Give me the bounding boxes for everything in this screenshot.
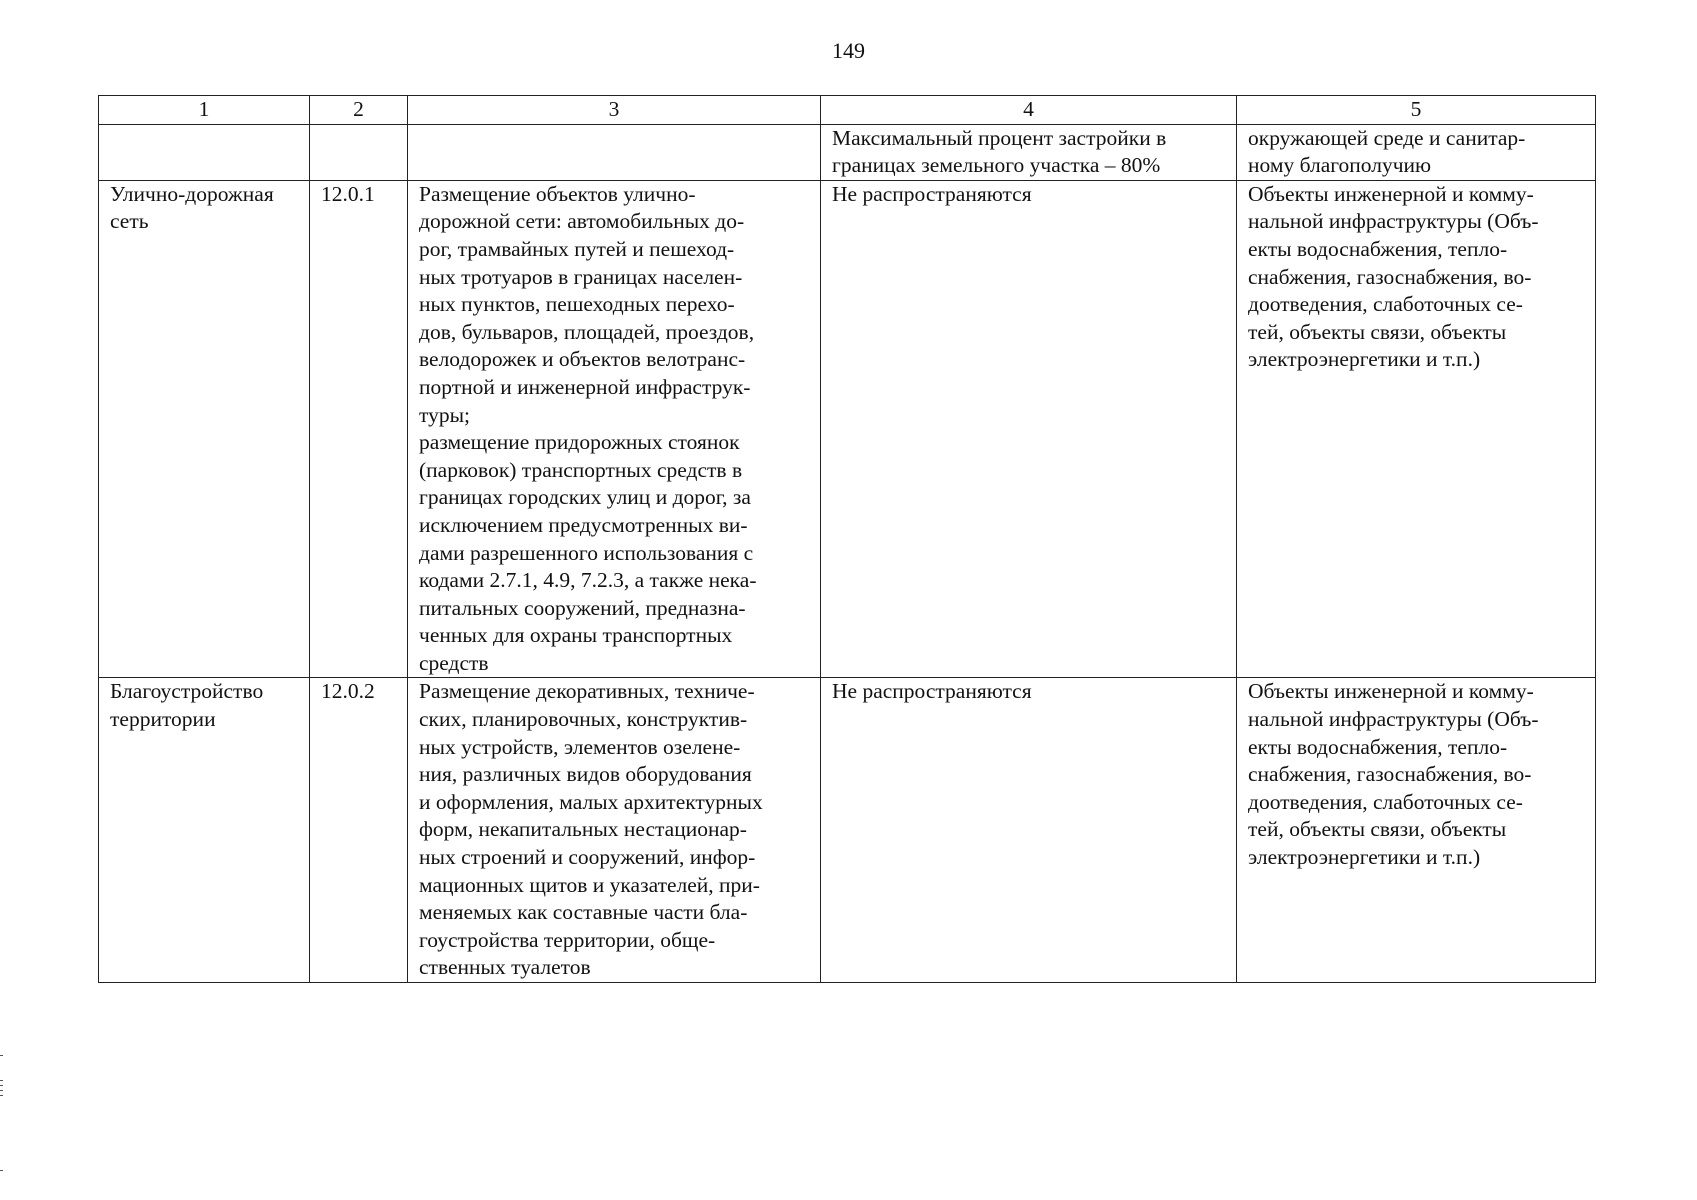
text-line: ченных для охраны транспортных: [419, 623, 733, 648]
text-line: ных устройств, элементов озелене-: [419, 734, 741, 759]
text-line: кодами 2.7.1, 4.9, 7.2.3, а также нека-: [419, 568, 757, 593]
text-line: мационных щитов и указателей, при-: [419, 872, 760, 897]
text-line: форм, некапитальных нестационар-: [419, 817, 747, 842]
text-line: Максимальный процент застройки в: [832, 125, 1167, 150]
use-objects-cell: [1237, 180, 1596, 678]
scan-artifact: [0, 1170, 3, 1171]
text-line: нальной инфраструктуры (Объ-: [1248, 209, 1539, 234]
text-line: питальных сооружений, предназна-: [419, 595, 746, 620]
text-line: тей, объекты связи, объекты: [1248, 319, 1507, 344]
text-line: снабжения, газоснабжения, во-: [1248, 264, 1532, 289]
column-number-row: [99, 96, 1596, 125]
text-line: Размещение декоративных, техниче-: [419, 679, 755, 704]
text-line: снабжения, газоснабжения, во-: [1248, 762, 1532, 787]
table-row: [99, 180, 1596, 678]
text-line: дов, бульваров, площадей, проездов,: [419, 319, 755, 344]
text-line: средств: [419, 650, 489, 675]
text-line: исключением предусмотренных ви-: [419, 512, 748, 537]
text-line: нальной инфраструктуры (Объ-: [1248, 707, 1539, 732]
text-line: ных тротуаров в границах населен-: [419, 264, 743, 289]
scan-artifact: [0, 1090, 3, 1091]
column-number-2: 2: [310, 96, 408, 125]
text-line: дорожной сети: автомобильных до-: [419, 209, 745, 234]
column-number-1: 1: [99, 96, 310, 125]
text-line: екты водоснабжения, тепло-: [1248, 734, 1508, 759]
text-line: гоустройства территории, обще-: [419, 927, 716, 952]
text-line: екты водоснабжения, тепло-: [1248, 236, 1508, 261]
continuation-name-cell: [99, 124, 310, 180]
table-row: [99, 678, 1596, 983]
continuation-row: [99, 124, 1596, 180]
text-line: тей, объекты связи, объекты: [1248, 817, 1507, 842]
text-line: велодорожек и объектов велотранс-: [419, 347, 746, 372]
text-line: электроэнергетики и т.п.): [1248, 347, 1481, 372]
continuation-parameters-cell: [821, 124, 1237, 180]
text-line: доотведения, слаботочных се-: [1248, 789, 1523, 814]
text-line: границах городских улиц и дорог, за: [419, 485, 751, 510]
use-code-cell: 12.0.2: [310, 678, 408, 983]
use-code-cell: 12.0.1: [310, 180, 408, 678]
scan-artifact: [0, 1085, 3, 1086]
column-number-5: 5: [1237, 96, 1596, 125]
text-line: меняемых как составные части бла-: [419, 900, 748, 925]
use-description-cell: [408, 678, 821, 983]
text-line: Объекты инженерной и комму-: [1248, 679, 1534, 704]
land-use-table: [98, 95, 1596, 983]
text-line: электроэнергетики и т.п.): [1248, 845, 1481, 870]
column-number-4: 4: [821, 96, 1237, 125]
text-line: Улично-дорожная: [110, 181, 274, 206]
continuation-objects-cell: [1237, 124, 1596, 180]
text-line: ния, различных видов оборудования: [419, 762, 752, 787]
text-line: туры;: [419, 402, 471, 427]
text-line: размещение придорожных стоянок: [419, 430, 740, 455]
page-number: 149: [832, 38, 865, 63]
use-name-cell: [99, 180, 310, 678]
scan-artifact: [0, 1080, 3, 1081]
text-line: окружающей среде и санитар-: [1248, 125, 1526, 150]
text-line: ных пунктов, пешеходных перехо-: [419, 292, 735, 317]
text-line: дами разрешенного использования с: [419, 540, 754, 565]
text-line: доотведения, слаботочных се-: [1248, 292, 1523, 317]
text-line: ских, планировочных, конструктив-: [419, 707, 748, 732]
scan-artifact: [0, 1055, 3, 1056]
text-line: ственных туалетов: [419, 955, 591, 980]
use-parameters-cell: Не распространяются: [821, 678, 1237, 983]
use-description-cell: [408, 180, 821, 678]
text-line: Объекты инженерной и комму-: [1248, 181, 1534, 206]
text-line: (парковок) транспортных средств в: [419, 457, 743, 482]
text-line: ных строений и сооружений, инфор-: [419, 845, 756, 870]
text-line: территории: [110, 707, 216, 732]
text-line: рог, трамвайных путей и пешеход-: [419, 236, 735, 261]
continuation-description-cell: [408, 124, 821, 180]
text-line: Благоустройство: [110, 679, 264, 704]
text-line: сеть: [110, 209, 149, 234]
scan-artifact: [0, 1095, 3, 1096]
text-line: портной и инженерной инфраструк-: [419, 374, 751, 399]
text-line: границах земельного участка – 80%: [832, 153, 1161, 178]
use-objects-cell: [1237, 678, 1596, 983]
text-line: и оформления, малых архитектурных: [419, 789, 763, 814]
continuation-code-cell: [310, 124, 408, 180]
use-name-cell: [99, 678, 310, 983]
text-line: ному благополучию: [1248, 153, 1432, 178]
use-parameters-cell: Не распространяются: [821, 180, 1237, 678]
column-number-3: 3: [408, 96, 821, 125]
text-line: Размещение объектов улично-: [419, 181, 696, 206]
